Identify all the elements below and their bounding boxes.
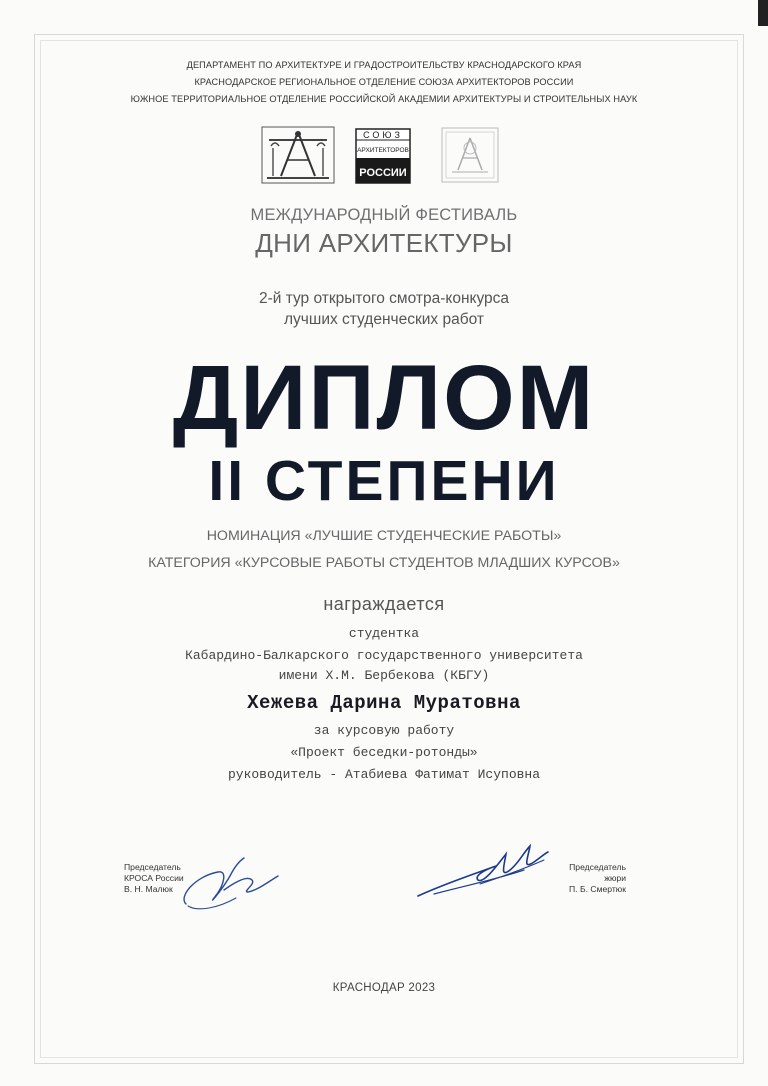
department-logo-icon — [261, 126, 335, 184]
festival-subtitle: МЕЖДУНАРОДНЫЙ ФЕСТИВАЛЬ — [250, 206, 518, 224]
header-line-2: КРАСНОДАРСКОЕ РЕГИОНАЛЬНОЕ ОТДЕЛЕНИЕ СОЮЗА АРХИТЕКТОРОВ РОССИИ — [194, 77, 574, 87]
right-signatory-org: жюри — [604, 873, 626, 883]
supervisor: руководитель - Атабиева Фатимат Исуповна — [227, 767, 541, 782]
logos-row — [0, 126, 768, 186]
awarded-label: награждается — [323, 594, 445, 614]
nomination: НОМИНАЦИЯ «ЛУЧШИЕ СТУДЕНЧЕСКИЕ РАБОТЫ» — [206, 528, 562, 544]
svg-text:РОССИИ: РОССИИ — [359, 167, 407, 179]
left-signatory-name: В. Н. Малюк — [124, 884, 173, 894]
university-line-1: Кабардино-Балкарского государственного университета — [185, 648, 583, 663]
festival-title: ДНИ АРХИТЕКТУРЫ — [255, 228, 513, 258]
header-line-3: ЮЖНОЕ ТЕРРИТОРИАЛЬНОЕ ОТДЕЛЕНИЕ РОССИЙСКОЙ АКАДЕМИИ АРХИТЕКТУРЫ И СТРОИТЕЛЬНЫХ НАУК — [130, 94, 638, 104]
header-line-1: ДЕПАРТАМЕНТ ПО АРХИТЕКТУРЕ И ГРАДОСТРОИТЕЛЬСТВУ КРАСНОДАРСКОГО КРАЯ — [186, 60, 582, 70]
diploma-degree: II СТЕПЕНИ — [208, 449, 560, 513]
left-signatory — [124, 862, 184, 895]
category: КАТЕГОРИЯ «КУРСОВЫЕ РАБОТЫ СТУДЕНТОВ МЛАДШИХ КУРСОВ» — [148, 555, 620, 571]
recipient-name: Хежева Дарина Муратовна — [247, 692, 521, 714]
scan-edge-mark — [758, 0, 768, 26]
academy-emblem-icon — [440, 126, 500, 184]
city-year: КРАСНОДАР 2023 — [332, 982, 436, 994]
diploma-title: ДИПЛОМ — [172, 347, 596, 449]
left-signature-icon — [178, 846, 282, 916]
university-line-2: имени Х.М. Бербекова (КБГУ) — [278, 668, 490, 683]
frame-inner — [40, 40, 738, 1058]
recipient-role: студентка — [348, 626, 420, 641]
left-signatory-org: КРОСА России — [124, 873, 184, 883]
right-signatory — [540, 862, 626, 895]
right-signatory-name: П. Б. Смертюк — [569, 884, 626, 894]
svg-text:АРХИТЕКТОРОВ: АРХИТЕКТОРОВ — [357, 147, 409, 154]
round-line-2: лучших студенческих работ — [284, 311, 484, 328]
union-architects-logo-icon — [355, 128, 411, 184]
work-title: «Проект беседки-ротонды» — [290, 745, 478, 760]
work-label: за курсовую работу — [313, 723, 455, 738]
right-signatory-title: Председатель — [569, 862, 626, 872]
right-signature-icon — [414, 840, 550, 902]
svg-text:СОЮЗ: СОЮЗ — [363, 130, 403, 140]
left-signatory-title: Председатель — [124, 862, 181, 872]
round-line-1: 2-й тур открытого смотра-конкурса — [258, 290, 510, 307]
